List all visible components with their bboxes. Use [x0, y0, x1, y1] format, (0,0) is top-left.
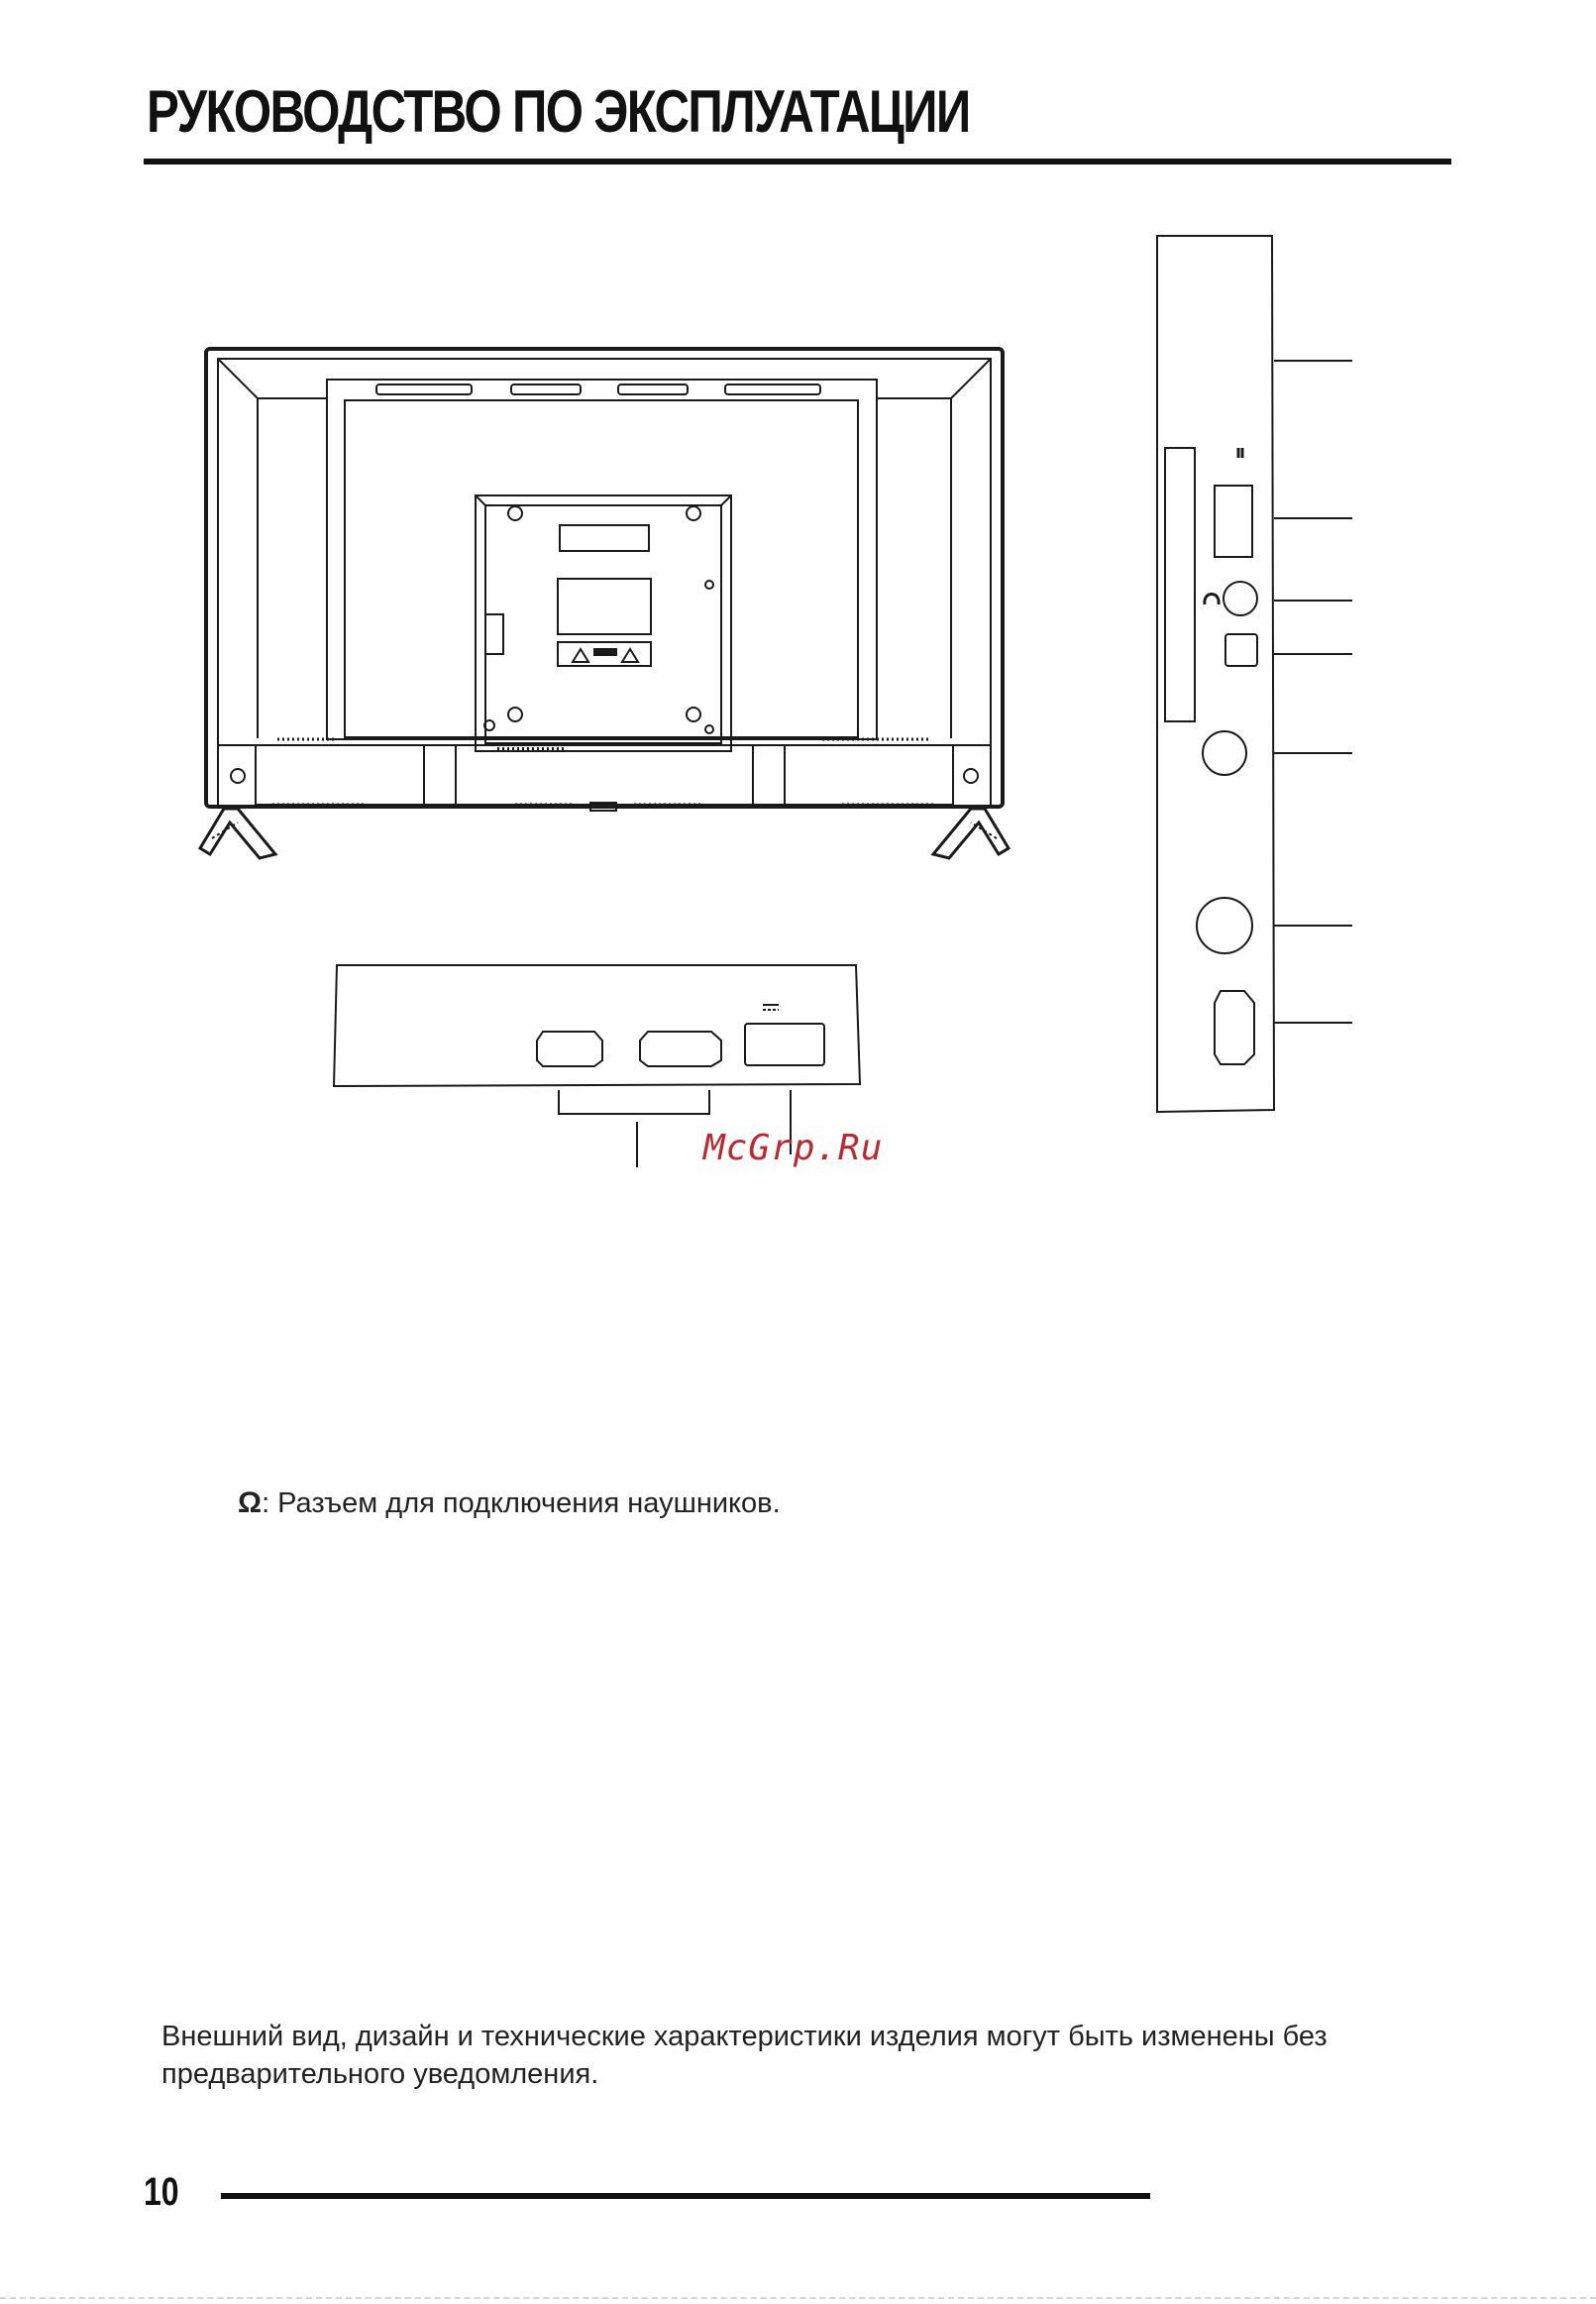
headphone-note-text: : Разъем для подключения наушников. — [262, 1487, 781, 1519]
av-jack — [1203, 731, 1246, 775]
dc-power-port — [745, 1024, 824, 1065]
page-edge — [0, 2297, 1596, 2299]
headphone-note — [238, 1486, 781, 1520]
side-port-small — [1225, 634, 1257, 666]
hdmi-port-side — [1215, 991, 1254, 1064]
page-number: 10 — [144, 2170, 179, 2214]
usb-port — [1215, 486, 1252, 557]
disclaimer-text: Внешний вид, дизайн и технические характеристики изделия могут быть изменены без предварительного уведомления. — [161, 2021, 1328, 2090]
side-port-panel — [1157, 236, 1352, 1112]
watermark: McGrp.Ru — [703, 1128, 884, 1168]
page-title: РУКОВОДСТВО ПО ЭКСПЛУАТАЦИИ — [147, 78, 970, 145]
footer-rule — [221, 2193, 1150, 2199]
tv-rear-view — [200, 349, 1009, 858]
hdmi-port-1 — [537, 1032, 602, 1066]
antenna-port — [1197, 898, 1252, 953]
headphone-jack — [1224, 582, 1257, 615]
hdmi-port-2 — [640, 1032, 721, 1066]
headphone-icon: Ω — [238, 1486, 263, 1519]
